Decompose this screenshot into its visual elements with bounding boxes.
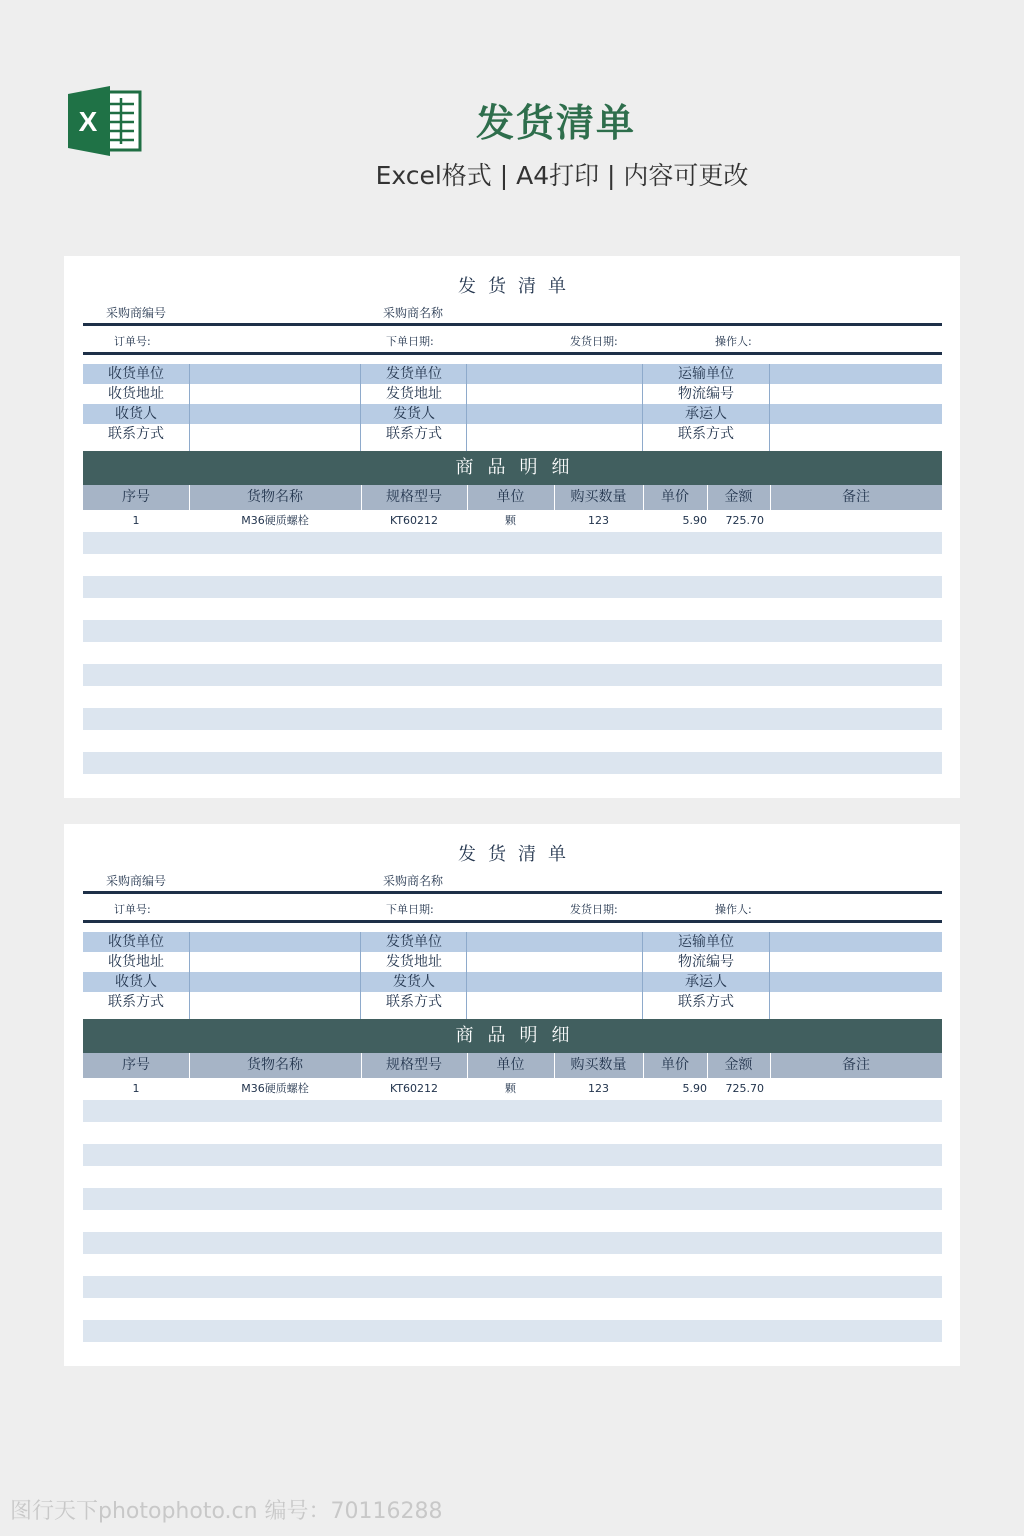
column-header: 单位 (496, 489, 525, 505)
column-divider (643, 485, 644, 510)
info-divider (769, 364, 770, 451)
empty-row (83, 664, 942, 686)
table-header (83, 1053, 942, 1078)
buyer-code-label: 采购商编号 (106, 306, 167, 320)
column-header: 序号 (122, 489, 150, 505)
info-divider (642, 364, 643, 451)
divider-middle (83, 920, 942, 923)
empty-row (83, 752, 942, 774)
empty-row (83, 1320, 942, 1342)
order-date-label: 下单日期: (386, 335, 434, 348)
info-label-tracking-no: 物流编号 (678, 386, 734, 402)
info-label-tracking-no: 物流编号 (678, 954, 734, 970)
divider-middle (83, 352, 942, 355)
info-label-sender: 发货人 (393, 974, 435, 990)
info-label-sender-address: 发货地址 (386, 386, 442, 402)
info-label-sender-unit: 发货单位 (386, 934, 442, 950)
cell-price: 5.90 (682, 1082, 707, 1095)
info-row (83, 992, 942, 1012)
divider-top (83, 323, 942, 326)
cell-unit: 颗 (505, 514, 516, 527)
column-divider (770, 485, 771, 510)
info-label-sender-unit: 发货单位 (386, 366, 442, 382)
info-label-sender: 发货人 (393, 406, 435, 422)
column-divider (707, 1053, 708, 1078)
buyer-name-label: 采购商名称 (383, 874, 444, 888)
cell-note (770, 510, 942, 532)
column-header: 单位 (496, 1057, 525, 1073)
empty-row (83, 576, 942, 598)
info-label-carrier: 承运人 (685, 406, 727, 422)
info-label-receiver-contact: 联系方式 (108, 994, 164, 1010)
info-row (83, 384, 942, 404)
info-row (83, 972, 942, 992)
info-row (83, 364, 942, 384)
info-label-receiver: 收货人 (115, 406, 157, 422)
column-header: 货物名称 (247, 1057, 303, 1073)
section-title: 商品明细 (83, 1019, 942, 1053)
info-divider (360, 932, 361, 1019)
info-label-carrier-contact: 联系方式 (678, 426, 734, 442)
info-label-receiver-address: 收货地址 (108, 386, 164, 402)
column-header: 单价 (661, 1057, 689, 1073)
invoice-sheet (64, 824, 960, 1366)
info-grid (83, 932, 942, 1020)
cell-note (770, 1078, 942, 1100)
cell-no: 1 (132, 514, 140, 527)
info-grid (83, 364, 942, 452)
column-divider (707, 485, 708, 510)
info-row (83, 424, 942, 444)
column-header: 备注 (842, 489, 870, 505)
info-row (83, 404, 942, 424)
column-header: 货物名称 (247, 489, 303, 505)
cell-model: KT60212 (389, 1082, 439, 1095)
table-header (83, 485, 942, 510)
cell-model: KT60212 (389, 514, 439, 527)
column-divider (770, 1053, 771, 1078)
empty-row (83, 1276, 942, 1298)
sheet-title: 发货清单 (458, 844, 578, 865)
info-label-receiver: 收货人 (115, 974, 157, 990)
column-divider (467, 485, 468, 510)
empty-row (83, 1188, 942, 1210)
column-divider (467, 1053, 468, 1078)
info-label-receiver-address: 收货地址 (108, 954, 164, 970)
ship-date-label: 发货日期: (570, 903, 618, 916)
sheet-title: 发货清单 (458, 276, 578, 297)
operator-label: 操作人: (715, 335, 752, 348)
info-label-sender-contact: 联系方式 (386, 426, 442, 442)
column-header: 备注 (842, 1057, 870, 1073)
info-divider (769, 932, 770, 1019)
cell-no: 1 (132, 1082, 140, 1095)
watermark: 图行天下photophoto.cn 编号：70116288 (10, 1499, 443, 1524)
order-date-label: 下单日期: (386, 903, 434, 916)
info-label-carrier-unit: 运输单位 (678, 366, 734, 382)
cell-amount: 725.70 (725, 514, 764, 527)
info-label-receiver-unit: 收货单位 (108, 366, 164, 382)
invoice-sheet (64, 256, 960, 798)
column-divider (643, 1053, 644, 1078)
buyer-name-label: 采购商名称 (383, 306, 444, 320)
info-label-sender-address: 发货地址 (386, 954, 442, 970)
cell-name: M36硬质螺栓 (241, 1082, 309, 1095)
info-row (83, 952, 942, 972)
cell-amount: 725.70 (725, 1082, 764, 1095)
column-header: 金额 (724, 489, 753, 505)
divider-top (83, 891, 942, 894)
column-header: 规格型号 (386, 1057, 442, 1073)
column-divider (361, 485, 362, 510)
empty-row (83, 532, 942, 554)
column-header: 规格型号 (386, 489, 442, 505)
info-divider (189, 364, 190, 451)
empty-row (83, 1144, 942, 1166)
column-divider (554, 1053, 555, 1078)
cell-unit: 颗 (505, 1082, 516, 1095)
column-header: 单价 (661, 489, 689, 505)
column-header: 序号 (122, 1057, 150, 1073)
info-divider (466, 932, 467, 1019)
cell-price: 5.90 (682, 514, 707, 527)
column-divider (189, 1053, 190, 1078)
cell-qty: 123 (588, 1082, 609, 1095)
info-label-receiver-unit: 收货单位 (108, 934, 164, 950)
operator-label: 操作人: (715, 903, 752, 916)
info-divider (466, 364, 467, 451)
info-label-carrier: 承运人 (685, 974, 727, 990)
section-title: 商品明细 (83, 451, 942, 485)
buyer-code-label: 采购商编号 (106, 874, 167, 888)
page-subtitle: Excel格式 | A4打印 | 内容可更改 (375, 161, 749, 190)
info-divider (642, 932, 643, 1019)
cell-name: M36硬质螺栓 (241, 514, 309, 527)
column-header: 购买数量 (570, 1057, 627, 1073)
info-row (83, 932, 942, 952)
page-title: 发货清单 (475, 101, 636, 145)
column-header: 购买数量 (570, 489, 627, 505)
column-divider (554, 485, 555, 510)
empty-row (83, 708, 942, 730)
info-divider (189, 932, 190, 1019)
excel-logo-letter: X (78, 106, 98, 137)
info-label-carrier-unit: 运输单位 (678, 934, 734, 950)
column-divider (189, 485, 190, 510)
info-label-carrier-contact: 联系方式 (678, 994, 734, 1010)
empty-row (83, 620, 942, 642)
column-header: 金额 (724, 1057, 753, 1073)
info-label-sender-contact: 联系方式 (386, 994, 442, 1010)
cell-qty: 123 (588, 514, 609, 527)
order-no-label: 订单号: (114, 335, 151, 348)
empty-row (83, 1100, 942, 1122)
empty-row (83, 1232, 942, 1254)
info-label-receiver-contact: 联系方式 (108, 426, 164, 442)
info-divider (360, 364, 361, 451)
order-no-label: 订单号: (114, 903, 151, 916)
column-divider (361, 1053, 362, 1078)
ship-date-label: 发货日期: (570, 335, 618, 348)
